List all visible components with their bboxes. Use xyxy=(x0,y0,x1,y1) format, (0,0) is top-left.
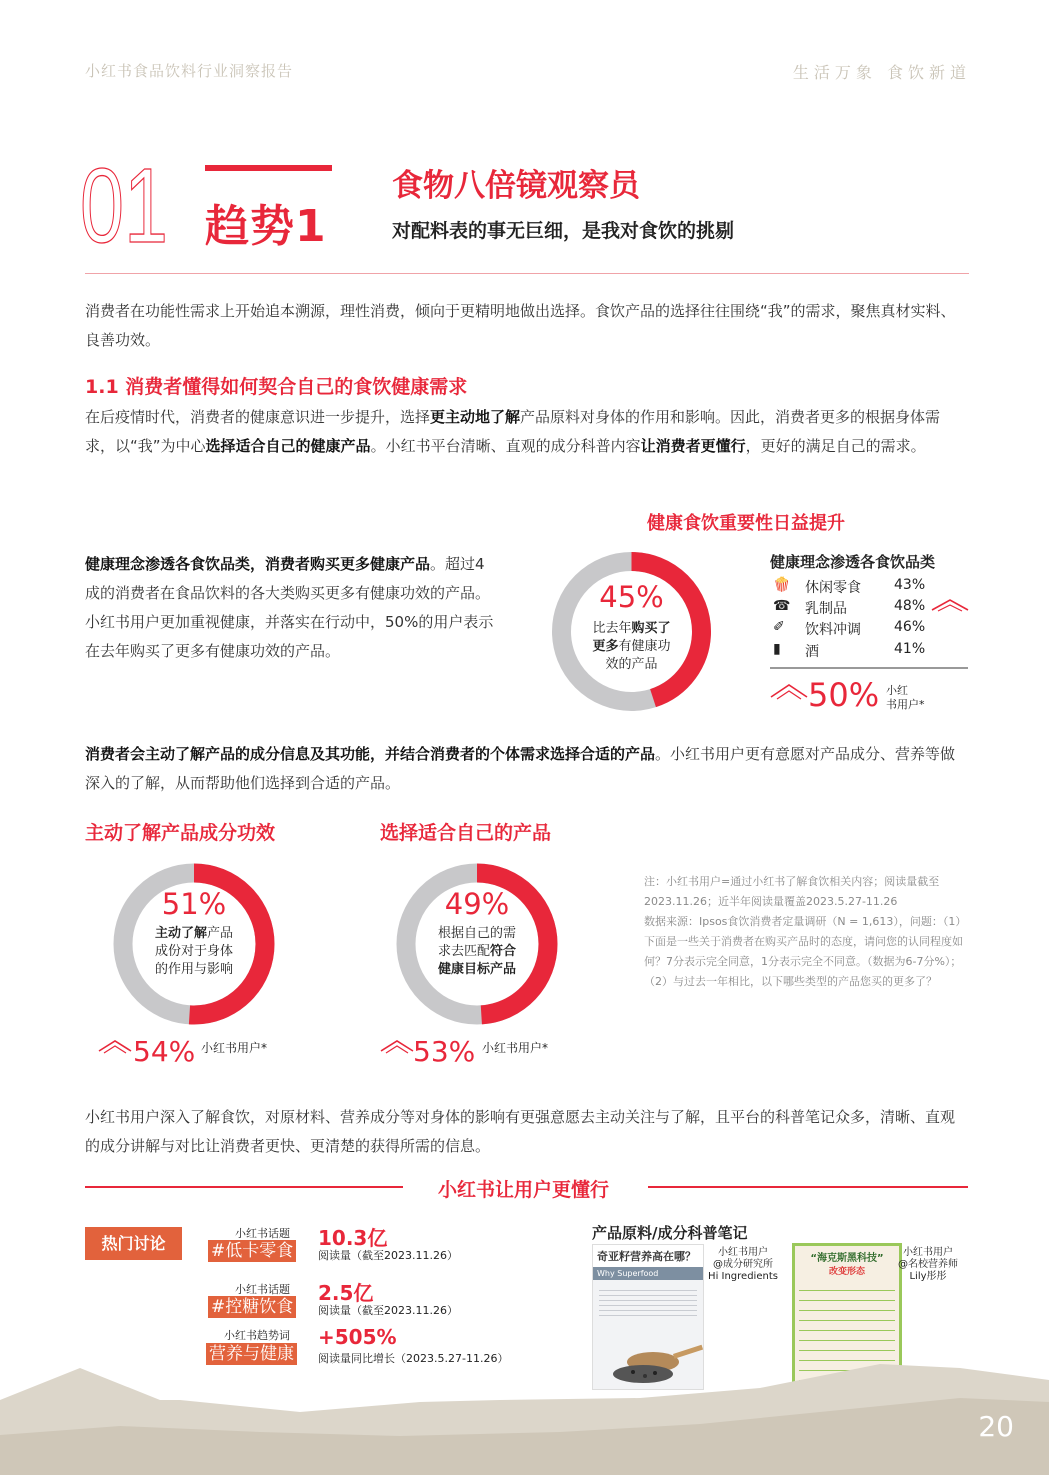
stat-value: 10.3亿 xyxy=(318,1226,388,1250)
page-number: 20 xyxy=(978,1410,1014,1443)
divider xyxy=(85,273,969,274)
svg-text:01: 01 xyxy=(80,147,168,265)
donut-pct: 45% xyxy=(599,580,664,614)
chart-title-health: 健康食饮重要性日益提升 xyxy=(647,513,845,534)
hashtag-sugar-control[interactable]: #控糖饮食 xyxy=(208,1296,296,1318)
topic-label: 小红书话题 xyxy=(235,1227,290,1240)
category-name: 饮料冲调 xyxy=(805,622,861,638)
bottom-title: 小红书让用户更懂行 xyxy=(438,1179,610,1201)
up-arrow-icon xyxy=(98,1038,132,1054)
footnote: 注：小红书用户=通过小红书了解食饮相关内容；阅读量截至2023.11.26；近半年阅读量覆盖2023.5.27-11.26 数据来源：Ipsos食饮消费者定量调研（N = 1,613），问题：（1）下面是一些关于消费者在购买产品时的态度，请问您的认同程度如何？7分表示完全同意，1分表示完全不同意。（数据为6-7分%）；（2）与过去一年相比，以下哪些类型的产品您买的更多了？ xyxy=(644,875,967,988)
donut-pct: 51% xyxy=(161,887,227,921)
category-value: 46% xyxy=(894,619,926,635)
beer-icon: ▮ xyxy=(773,641,781,657)
up-arrow-icon xyxy=(770,682,808,700)
section-number xyxy=(80,147,170,265)
topic-label: 小红书趋势词 xyxy=(224,1329,290,1342)
category-name: 乳制品 xyxy=(805,601,847,617)
trend-label: 趋势1 xyxy=(205,201,327,252)
dairy-icon: ☎ xyxy=(773,598,791,614)
donut-label: 根据自己的需 求去匹配符合 健康目标产品 xyxy=(437,926,517,977)
table-rule xyxy=(770,667,968,669)
popcorn-icon: 🍿 xyxy=(773,577,791,593)
user-pct: 53% xyxy=(413,1035,476,1068)
intro-paragraph: 消费者在功能性需求上开始追本溯源，理性消费，倾向于更精明地做出选择。食饮产品的选择往往围绕“我”的需求，聚焦真材实料、良善功效。 xyxy=(85,302,956,349)
up-arrow-icon xyxy=(380,1038,414,1054)
note-title: 奇亚籽营养高在哪？ xyxy=(593,1245,703,1267)
category-value: 41% xyxy=(894,641,926,657)
donut-label: 主动了解产品 成份对于身体 的作用与影响 xyxy=(154,926,234,977)
donut-chart-51 xyxy=(112,862,276,1026)
user-label: 小红书用户* xyxy=(482,1041,549,1055)
trend-title: 食物八倍镜观察员 xyxy=(392,168,640,204)
note-subtitle: 改变形态 xyxy=(828,1267,865,1277)
donut-label: 比去年购买了 更多有健康功 效的产品 xyxy=(592,621,671,672)
note-text-lines xyxy=(599,1286,697,1318)
report-slogan: 生活万象 食饮新道 xyxy=(792,63,971,82)
hashtag-nutrition[interactable]: 营养与健康 xyxy=(206,1343,297,1365)
category-name: 酒 xyxy=(805,644,819,660)
stat-sub: 阅读量（截至2023.11.26） xyxy=(318,1249,458,1262)
drink-mix-icon: ✐ xyxy=(773,619,785,635)
note-author: 小红书用户 @成分研究所 Hi Ingredients xyxy=(708,1247,778,1282)
category-name: 休闲零食 xyxy=(805,580,861,596)
stat-value: +505% xyxy=(318,1325,397,1349)
block1-paragraph: 健康理念渗透各食饮品类，消费者购买更多健康产品。超过4成的消费者在食品饮料的各大类购买更多有健康功效的产品。小红书用户更加重视健康，并落实在行动中，50%的用户表示在去年购买了更多有健康功效的产品。 xyxy=(85,555,494,660)
footer-landscape xyxy=(0,1340,1049,1475)
hot-discussion-tag: 热门讨论 xyxy=(85,1227,182,1260)
up-arrow-icon xyxy=(931,598,969,612)
category-value: 43% xyxy=(894,577,926,593)
s11-paragraph: 在后疫情时代，消费者的健康意识进一步提升，选择更主动地了解产品原料对身体的作用和影响。因此，消费者更多的根据身体需求，以“我”为中心选择适合自己的健康产品。小红书平台清晰、直观的成分科普内容让消费者更懂行，更好的满足自己的需求。 xyxy=(85,408,941,455)
trend-bar xyxy=(205,165,332,171)
hashtag-low-cal[interactable]: #低卡零食 xyxy=(208,1240,296,1262)
report-title: 小红书食品饮料行业洞察报告 xyxy=(85,62,294,80)
divider-right xyxy=(648,1186,968,1188)
user-label: 小红书用户* xyxy=(201,1041,268,1055)
trend-subtitle: 对配料表的事无巨细，是我对食饮的挑剔 xyxy=(392,220,735,242)
notes-title: 产品原料/成分科普笔记 xyxy=(592,1224,748,1242)
donut-chart-49 xyxy=(395,862,559,1026)
chart-title-ingredients: 主动了解产品成分功效 xyxy=(85,822,276,844)
stat-sub: 阅读量同比增长（2023.5.27-11.26） xyxy=(318,1352,509,1365)
donut-pct: 49% xyxy=(444,887,510,921)
stat-value: 2.5亿 xyxy=(318,1281,374,1305)
topic-label: 小红书话题 xyxy=(235,1283,290,1296)
category-value: 48% xyxy=(894,598,926,614)
para2: 消费者会主动了解产品的成分信息及其功能，并结合消费者的个体需求选择合适的产品。小红书用户更有意愿对产品成分、营养等做深入的了解，从而帮助他们选择到合适的产品。 xyxy=(85,745,956,792)
note-title: “海克斯黑科技” xyxy=(810,1253,884,1264)
donut-chart-45 xyxy=(550,550,713,713)
stat-sub: 阅读量（截至2023.11.26） xyxy=(318,1304,458,1317)
note-author: 小红书用户 @名校营养师 Lily彤彤 xyxy=(898,1247,958,1282)
category-title: 健康理念渗透各食饮品类 xyxy=(770,553,936,571)
note-subtitle: Why Superfood xyxy=(593,1267,703,1280)
user-label: 小红 书用户* xyxy=(886,684,925,711)
section-heading: 1.1 消费者懂得如何契合自己的食饮健康需求 xyxy=(85,376,468,398)
user-pct: 54% xyxy=(133,1035,196,1068)
para3: 小红书用户深入了解食饮，对原材料、营养成分等对身体的影响有更强意愿去主动关注与了解，且平台的科普笔记众多，清晰、直观的成分讲解与对比让消费者更快、更清楚的获得所需的信息。 xyxy=(85,1108,956,1155)
chart-title-choose: 选择适合自己的产品 xyxy=(380,822,552,844)
divider-left xyxy=(85,1186,403,1188)
category-list xyxy=(773,574,973,670)
user-pct: 50% xyxy=(808,676,880,714)
